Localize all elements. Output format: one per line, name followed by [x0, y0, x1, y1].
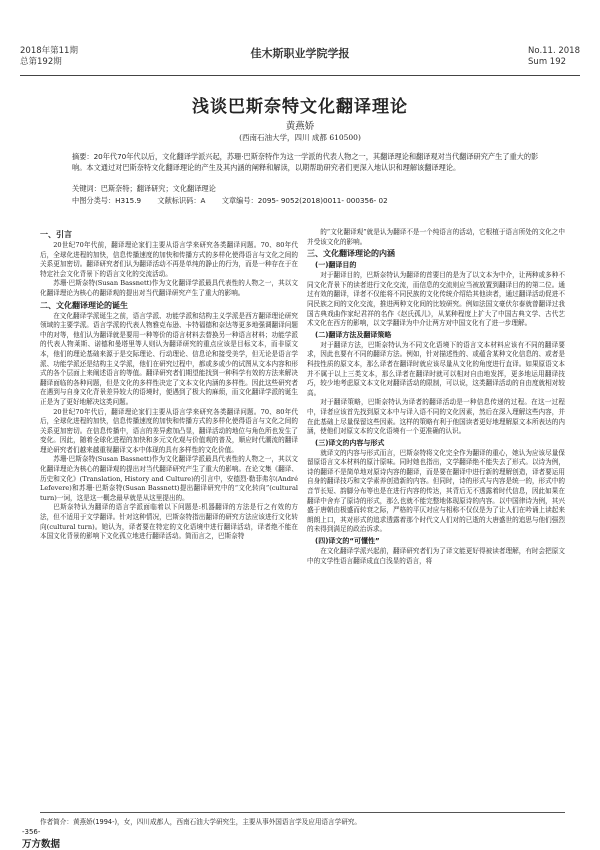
paragraph: 的“文化翻译观”就是认为翻译不是一个纯语言的活动，它根植于语言所处的文化之中并受该文化的影响。 — [307, 228, 565, 246]
body-column-right — [307, 228, 565, 566]
author-name: 黄燕娇 — [285, 121, 315, 132]
section-heading: (四)译文的“可懂性” — [315, 537, 380, 546]
keywords: 关键词：巴斯奈特；翻译研究；文化翻译理论 — [72, 184, 216, 193]
paragraph: 对于翻译策略，巴斯奈特认为译者的翻译活动是一种信息传递的过程。在这一过程中，译者应该首先找到原文本中与译入语不同的文化因素，然后在深入理解这些内容，并在此基础上尽量保留这些因素。这样的策略有利于他国读者更好地理解原文本所表达的内涵，使他们对原文本的文化语境有一个更准确的认识。 — [307, 398, 565, 436]
journal-name: 佳木斯职业学院学报 — [250, 47, 350, 60]
paragraph: 20世纪70年代前，翻译理论家们主要从语言学来研究各类翻译问题。70、80年代后，全球化进程的加快，信息传播速度的加快和传播方式的多样化使得语言与文化之间的关系更加密切。翻译研究者们认为翻译活动不再是单纯的静止的行为，而是一种存在于在特定社会文化背景下的语言文化的交流活动。 — [40, 241, 298, 278]
author-footnote: 作者简介：黄燕娇(1994-)，女，四川成都人，西南石油大学研究生，主要从事外国语言学及应用语言学研究。 — [40, 818, 362, 826]
paragraph: 苏珊·巴斯奈特(Susan Bassnett)作为文化翻译学派最具代表性的人物之一，其以文化翻译理论为核心的翻译观的提出对当代翻译研究产生了重大的影响。在论文集《翻译、历史和文化》(Translation, History and Culture)的引言中，安德烈·勒菲弗尔(André Lefevere)和苏珊·巴斯奈特(Susan Bassnett)提出翻译研究中的“文化转向”(cultural turn)一词，这是这一概念最早就是从这里提出的。 — [40, 455, 298, 502]
running-header — [20, 44, 580, 72]
section-heading: 三、文化翻译理论的内涵 — [307, 249, 395, 259]
clc-number: 中图分类号：H315.9 — [72, 196, 142, 205]
document-code: 文献标识码：A — [157, 196, 206, 205]
paragraph: 对于翻译目的，巴斯奈特认为翻译的首要目的是为了以文本为中介，让两种或多种不同文化背景下的读者进行文化交流，而信息的交流则应当被放置到翻译目的的第二位。通过有效的翻译，译者不仅能将不同民族的文化传统介绍给其他读者，通过翻译活动促进不同民族之间的文化交流，推进两种文化间的比较研究。例如法国文豪伏尔泰就曾翻译过我国古典戏曲作家纪君祥的名作《赵氏孤儿》，从某种程度上扩大了中国古典文学、古代艺术文化在西方的影响，以文学翻译为中介让两方对中国文化有了进一步理解。 — [307, 271, 565, 328]
paragraph: 在文化翻译学派兴起前，翻译研究者们为了译文能更好得被读者理解，有时会把原文中的文学性语言翻译成直白浅显的语言，将 — [307, 547, 565, 565]
issue-sum: Sum 192 — [528, 57, 567, 67]
paragraph: 就译文的内容与形式而言，巴斯奈特将文化完全作为翻译的重心，她认为应该尽量保留原语言文本材料的原汁原味。同时她也指出，文学翻译绝不能失去了形式。以诗为例，诗的翻译不是简单地对原诗内容的翻译，而是要在翻译中进行新的理解创造，译者要运用自身的翻译技巧和文学素养创造新的内容。但同时，诗的形式与内容是统一的，形式中的音节长短、韵脚分布等也是在进行内容的传达，其背后无不透露着时代信息，因此如果在翻译中舍弃了原诗的形式，那么也就不能完整地体现原诗的内容。以中国律诗为例，其兴盛于唐朝由极盛而转衰之际，严格的平仄对应与相称不仅仅是为了让人们在吟诵上读起来朗朗上口，其对形式的追求透露着那个时代文人们对的已逝的大唐盛世的追思与他们强烈的未得到满足的政治诉求。 — [307, 448, 565, 534]
issue-info-en — [528, 46, 580, 68]
issue-no: No.11. 2018 — [528, 46, 580, 56]
author-affiliation: (西南石油大学，四川 成都 610500) — [239, 133, 361, 142]
header-rule — [20, 75, 580, 76]
paper-title: 浅谈巴斯奈特文化翻译理论 — [192, 97, 408, 117]
abstract: 摘要：20年代70年代以后，文化翻译学派兴起，苏珊·巴斯奈特作为这一学派的代表人物之一，其翻译理论和翻译观对当代翻译研究产生了重大的影响。本文通过对巴斯奈特文化翻译理论的产生及其内涵的阐释和解读，以期帮助研究者们更深入地认识和理解该翻译理论。 — [72, 152, 539, 172]
issue-year: 2018年第11期 — [20, 46, 78, 56]
section-heading: (一)翻译目的 — [315, 261, 357, 270]
paragraph: 20世纪70年代后，翻译理论家们主要从语言学来研究各类翻译问题。70、80年代后，全球化进程的加快，信息传播速度的加快和传播方式的多样化使得语言与文化之间的关系更加密切。在信息传播中，语言的差异愈加凸显，翻译活动的地位与角色所也发生了变化。因此，随着全球化进程的加快和多元文化观与价值观的普及，顺应时代潮流的翻译理论研究者们越来越重视翻译文本中体现的具有多样性的文化价值。 — [40, 407, 298, 454]
database-brand: 万方数据 — [22, 839, 61, 850]
body-column-left — [40, 228, 298, 542]
section-heading: (三)译文的内容与形式 — [315, 438, 385, 447]
page-number: -356- — [22, 828, 41, 836]
classification-meta — [72, 196, 544, 207]
issue-total: 总第192期 — [20, 57, 62, 67]
paragraph: 巴斯奈特认为翻译的语言学派面临着以下问题是:机器翻译的方法是行之有效的方法，但不适用于文学翻译。针对这种情况，巴斯奈特指出翻译的研究方法应该进行文化转向(cultural turn)。她认为，译者要在特定的文化语境中进行翻译活动，译者绝不能在本国文化背景的影响下文化孤立地进行翻译活动。简而言之，巴斯奈特 — [40, 503, 298, 541]
footnote-rule — [40, 812, 565, 813]
paragraph: 在文化翻译学派诞生之前，语言学派、功能学派和结构主义学派是西方翻译理论研究领域的主要学派。语言学派的代表人物雅克布逊、卡特福德和奈达等更多地强调翻译问题中的对等，他们认为翻译就是要用一种等价的语言材料去替换另一种语言材料；功能学派的代表人物莱斯、诺德和曼塔里等人则认为翻译研究的重点应该是目标文本，而非原文本，他们的理论基础来源于是交际理论、行动理论、信息论和接受美学，但无论是语言学派、功能学派还是结构主义学派，他们在研究过程中，都或多或少的试图从文本内容和形式的各个层面上来阐述语言的等值。翻译研究者们期望能找到一种科学有效的方法来解决翻译面临的各种问题，但是文化的多样性决定了文本文化内涵的多样性。因此这些研究者在遇到与自身文化背景差异较大的语境时，便遇到了极大的麻烦，而文化翻译学派的诞生正是为了更好地解决这类问题。 — [40, 311, 298, 406]
article-number: 文章编号：2095- 9052(2018)0011- 000356- 02 — [221, 196, 388, 205]
section-heading: 二、文化翻译理论的诞生 — [40, 300, 128, 310]
paragraph: 对于翻译方法，巴斯奈特认为不同文化语境下的语言文本材料应该有不同的翻译要求，因此也要有不同的翻译方法。例如，针对描述性的、或蕴含某种文化信息的、或者是科技性质的原文本，那么译者在翻译时就应该尽量从文化的角度进行直译。如果原语文本并不属于以上三类文本，那么译者在翻译时就可以相对自由地发挥，更多地运用翻译技巧，较少地考虑原文本文化对翻译活动的限制，可以说，这类翻译活动的自由度就相对较高。 — [307, 340, 565, 397]
section-heading: 一、引言 — [40, 230, 72, 239]
section-heading: (二)翻译方法及翻译策略 — [315, 330, 392, 339]
paragraph: 苏珊·巴斯奈特(Susan Bassnett)作为文化翻译学派最具代表性的人物之一，其以文化翻译理论为核心的翻译观的提出对当代翻译研究产生了重大的影响。 — [40, 279, 298, 297]
